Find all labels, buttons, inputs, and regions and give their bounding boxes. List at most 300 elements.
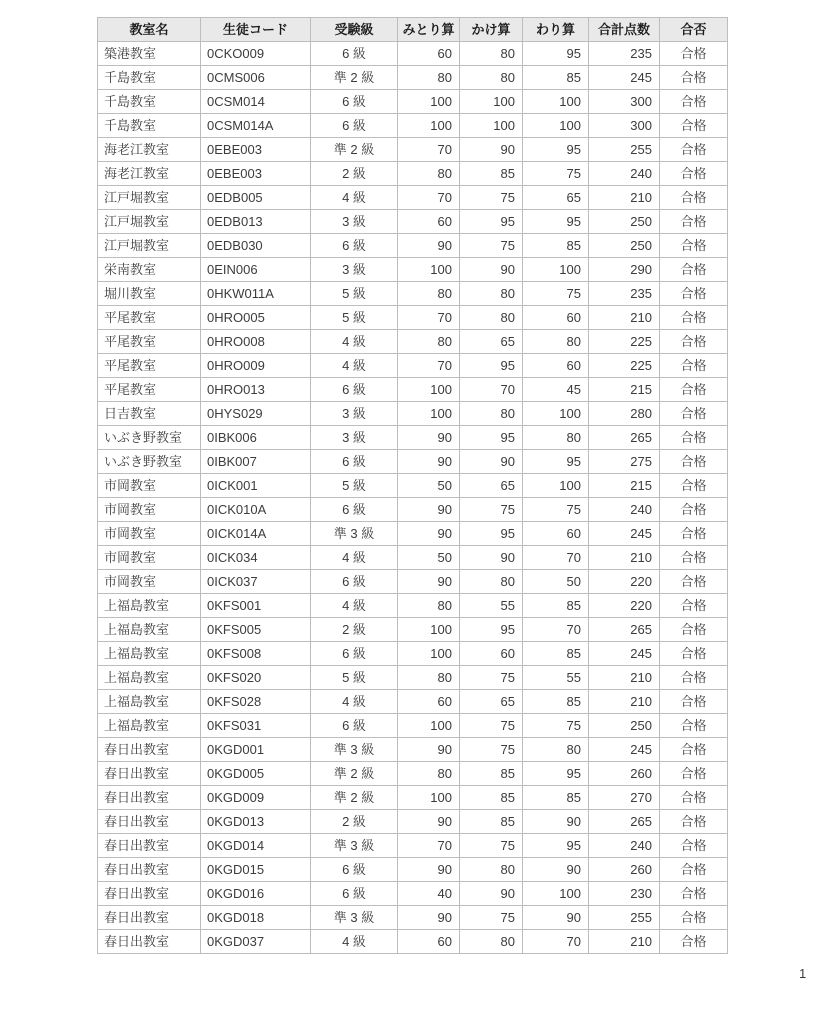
table-cell: 100 <box>398 114 460 138</box>
table-cell: 85 <box>460 762 523 786</box>
table-cell: 220 <box>589 570 660 594</box>
table-cell: 90 <box>398 426 460 450</box>
table-cell: 100 <box>460 90 523 114</box>
table-cell: 合格 <box>660 498 728 522</box>
table-cell: 220 <box>589 594 660 618</box>
table-cell: 80 <box>398 162 460 186</box>
table-cell: 100 <box>523 90 589 114</box>
table-cell: 合格 <box>660 738 728 762</box>
table-row <box>98 186 728 210</box>
column-header-warizan: わり算 <box>523 18 589 42</box>
table-cell: 75 <box>523 714 589 738</box>
table-cell: 70 <box>398 834 460 858</box>
table-cell: 210 <box>589 306 660 330</box>
table-cell: 75 <box>460 234 523 258</box>
table-cell: 100 <box>398 618 460 642</box>
table-cell: 85 <box>460 810 523 834</box>
table-row <box>98 594 728 618</box>
table-row <box>98 378 728 402</box>
table-cell: 95 <box>523 450 589 474</box>
table-cell: 合格 <box>660 786 728 810</box>
table-cell: 210 <box>589 930 660 954</box>
table-cell: 春日出教室 <box>98 858 201 882</box>
table-cell: 85 <box>523 66 589 90</box>
table-cell: 0KGD013 <box>201 810 311 834</box>
table-cell: 250 <box>589 210 660 234</box>
table-cell: 80 <box>460 570 523 594</box>
table-cell: 60 <box>523 354 589 378</box>
table-cell: 95 <box>523 762 589 786</box>
table-cell: 100 <box>398 642 460 666</box>
table-cell: 千島教室 <box>98 90 201 114</box>
table-cell: 215 <box>589 474 660 498</box>
table-cell: 260 <box>589 858 660 882</box>
column-header-student-code: 生徒コード <box>201 18 311 42</box>
table-cell: 90 <box>523 810 589 834</box>
table-cell: 75 <box>523 162 589 186</box>
table-cell: 上福島教室 <box>98 618 201 642</box>
table-row <box>98 234 728 258</box>
table-cell: 0ICK014A <box>201 522 311 546</box>
table-cell: 265 <box>589 618 660 642</box>
table-cell: 300 <box>589 90 660 114</box>
table-cell: 合格 <box>660 642 728 666</box>
table-cell: 0EDB005 <box>201 186 311 210</box>
table-cell: 90 <box>398 738 460 762</box>
table-cell: 準 2 級 <box>311 762 398 786</box>
table-cell: 0KFS008 <box>201 642 311 666</box>
table-cell: 0EBE003 <box>201 138 311 162</box>
table-cell: 210 <box>589 690 660 714</box>
table-row <box>98 306 728 330</box>
table-cell: 90 <box>398 858 460 882</box>
table-cell: 0KGD037 <box>201 930 311 954</box>
table-cell: 海老江教室 <box>98 138 201 162</box>
table-cell: 0IBK006 <box>201 426 311 450</box>
table-cell: 250 <box>589 234 660 258</box>
table-cell: 春日出教室 <box>98 738 201 762</box>
table-cell: 245 <box>589 738 660 762</box>
table-cell: 合格 <box>660 282 728 306</box>
table-cell: 合格 <box>660 834 728 858</box>
table-cell: 千島教室 <box>98 66 201 90</box>
table-cell: 0KGD005 <box>201 762 311 786</box>
table-cell: 0KGD016 <box>201 882 311 906</box>
table-cell: 市岡教室 <box>98 522 201 546</box>
table-cell: 2 級 <box>311 162 398 186</box>
table-cell: 90 <box>523 858 589 882</box>
table-cell: 3 級 <box>311 210 398 234</box>
table-row <box>98 450 728 474</box>
table-cell: 60 <box>398 210 460 234</box>
table-cell: 日吉教室 <box>98 402 201 426</box>
table-cell: 75 <box>460 186 523 210</box>
table-cell: 合格 <box>660 234 728 258</box>
table-cell: 準 3 級 <box>311 906 398 930</box>
table-row <box>98 714 728 738</box>
table-cell: 6 級 <box>311 114 398 138</box>
table-cell: 80 <box>460 858 523 882</box>
table-cell: 80 <box>460 42 523 66</box>
table-cell: 245 <box>589 522 660 546</box>
table-cell: 合格 <box>660 618 728 642</box>
table-cell: 合格 <box>660 162 728 186</box>
table-row <box>98 738 728 762</box>
table-cell: 合格 <box>660 210 728 234</box>
table-cell: 2 級 <box>311 810 398 834</box>
table-row <box>98 930 728 954</box>
table-cell: 275 <box>589 450 660 474</box>
table-cell: 合格 <box>660 546 728 570</box>
exam-results-table <box>97 17 728 954</box>
table-cell: 95 <box>460 618 523 642</box>
table-cell: 235 <box>589 282 660 306</box>
table-cell: 240 <box>589 162 660 186</box>
table-cell: 合格 <box>660 66 728 90</box>
table-cell: 3 級 <box>311 258 398 282</box>
table-cell: 市岡教室 <box>98 570 201 594</box>
table-cell: 80 <box>460 306 523 330</box>
page-number: 1 <box>799 966 807 981</box>
table-cell: 95 <box>523 834 589 858</box>
table-cell: 65 <box>523 186 589 210</box>
table-cell: 0EBE003 <box>201 162 311 186</box>
table-cell: 千島教室 <box>98 114 201 138</box>
table-cell: 50 <box>398 474 460 498</box>
table-cell: 245 <box>589 66 660 90</box>
table-cell: 6 級 <box>311 42 398 66</box>
table-cell: 合格 <box>660 114 728 138</box>
table-cell: 準 3 級 <box>311 834 398 858</box>
table-cell: 60 <box>523 306 589 330</box>
table-cell: 80 <box>398 66 460 90</box>
table-cell: 255 <box>589 906 660 930</box>
table-cell: 95 <box>460 210 523 234</box>
table-cell: 265 <box>589 426 660 450</box>
table-row <box>98 138 728 162</box>
table-cell: 0CKO009 <box>201 42 311 66</box>
table-cell: 上福島教室 <box>98 714 201 738</box>
table-cell: 60 <box>523 522 589 546</box>
table-cell: 250 <box>589 714 660 738</box>
table-cell: 80 <box>398 330 460 354</box>
table-cell: 0KFS005 <box>201 618 311 642</box>
table-row <box>98 282 728 306</box>
table-cell: 80 <box>460 282 523 306</box>
table-header <box>98 18 728 42</box>
table-row <box>98 474 728 498</box>
table-cell: 100 <box>398 90 460 114</box>
table-cell: 合格 <box>660 762 728 786</box>
table-cell: 0ICK010A <box>201 498 311 522</box>
table-cell: 100 <box>523 402 589 426</box>
table-cell: 6 級 <box>311 234 398 258</box>
table-cell: 95 <box>460 522 523 546</box>
table-row <box>98 498 728 522</box>
table-cell: 75 <box>523 498 589 522</box>
table-cell: 280 <box>589 402 660 426</box>
table-cell: 6 級 <box>311 858 398 882</box>
table-row <box>98 906 728 930</box>
table-cell: 上福島教室 <box>98 642 201 666</box>
table-cell: 合格 <box>660 594 728 618</box>
table-cell: 4 級 <box>311 594 398 618</box>
table-cell: 230 <box>589 882 660 906</box>
table-cell: 245 <box>589 642 660 666</box>
table-cell: 6 級 <box>311 882 398 906</box>
table-cell: 95 <box>523 210 589 234</box>
table-cell: 90 <box>398 522 460 546</box>
table-cell: 合格 <box>660 426 728 450</box>
table-cell: 2 級 <box>311 618 398 642</box>
table-cell: 70 <box>460 378 523 402</box>
table-cell: 5 級 <box>311 666 398 690</box>
table-cell: 60 <box>398 690 460 714</box>
table-cell: 225 <box>589 330 660 354</box>
table-cell: 210 <box>589 186 660 210</box>
table-cell: 85 <box>523 642 589 666</box>
table-cell: 6 級 <box>311 450 398 474</box>
table-cell: 0CMS006 <box>201 66 311 90</box>
table-row <box>98 882 728 906</box>
table-cell: 65 <box>460 690 523 714</box>
table-cell: 0EDB013 <box>201 210 311 234</box>
column-header-pass-fail: 合否 <box>660 18 728 42</box>
table-cell: 75 <box>460 906 523 930</box>
table-cell: 100 <box>398 258 460 282</box>
table-cell: 55 <box>523 666 589 690</box>
table-cell: 4 級 <box>311 546 398 570</box>
table-cell: 上福島教室 <box>98 594 201 618</box>
table-cell: いぶき野教室 <box>98 450 201 474</box>
table-cell: 0KGD001 <box>201 738 311 762</box>
table-cell: 85 <box>460 786 523 810</box>
table-cell: 栄南教室 <box>98 258 201 282</box>
table-cell: 春日出教室 <box>98 810 201 834</box>
table-cell: 0KFS028 <box>201 690 311 714</box>
table-cell: 0ICK034 <box>201 546 311 570</box>
table-cell: 0KGD014 <box>201 834 311 858</box>
table-cell: 100 <box>398 378 460 402</box>
table-cell: 90 <box>460 546 523 570</box>
table-cell: 6 級 <box>311 498 398 522</box>
table-cell: 60 <box>460 642 523 666</box>
table-cell: 95 <box>460 426 523 450</box>
table-cell: 0HRO013 <box>201 378 311 402</box>
table-cell: 100 <box>523 114 589 138</box>
table-cell: 築港教室 <box>98 42 201 66</box>
table-cell: 0HYS029 <box>201 402 311 426</box>
table-cell: 海老江教室 <box>98 162 201 186</box>
table-cell: 100 <box>460 114 523 138</box>
table-cell: 90 <box>523 906 589 930</box>
table-cell: 0EDB030 <box>201 234 311 258</box>
table-cell: 0HKW011A <box>201 282 311 306</box>
table-row <box>98 810 728 834</box>
table-cell: 50 <box>398 546 460 570</box>
table-cell: 平尾教室 <box>98 306 201 330</box>
table-cell: 合格 <box>660 882 728 906</box>
table-cell: 3 級 <box>311 426 398 450</box>
table-cell: 0KGD009 <box>201 786 311 810</box>
table-cell: 0ICK001 <box>201 474 311 498</box>
table-cell: 70 <box>398 354 460 378</box>
table-cell: 4 級 <box>311 354 398 378</box>
table-cell: 90 <box>460 138 523 162</box>
table-cell: 255 <box>589 138 660 162</box>
table-cell: 0HRO005 <box>201 306 311 330</box>
table-cell: 0KFS001 <box>201 594 311 618</box>
table-cell: 4 級 <box>311 690 398 714</box>
table-cell: 90 <box>460 450 523 474</box>
table-cell: いぶき野教室 <box>98 426 201 450</box>
table-row <box>98 66 728 90</box>
table-cell: 100 <box>398 714 460 738</box>
table-cell: 5 級 <box>311 282 398 306</box>
table-cell: 合格 <box>660 402 728 426</box>
table-cell: 80 <box>460 66 523 90</box>
table-cell: 80 <box>460 402 523 426</box>
table-cell: 235 <box>589 42 660 66</box>
table-cell: 平尾教室 <box>98 378 201 402</box>
table-cell: 40 <box>398 882 460 906</box>
table-cell: 80 <box>398 762 460 786</box>
table-cell: 80 <box>398 282 460 306</box>
table-cell: 65 <box>460 330 523 354</box>
table-cell: 市岡教室 <box>98 546 201 570</box>
table-row <box>98 42 728 66</box>
table-cell: 50 <box>523 570 589 594</box>
table-row <box>98 210 728 234</box>
table-cell: 堀川教室 <box>98 282 201 306</box>
table-cell: 85 <box>523 786 589 810</box>
table-cell: 0ICK037 <box>201 570 311 594</box>
table-cell: 100 <box>523 882 589 906</box>
table-cell: 80 <box>460 930 523 954</box>
table-cell: 80 <box>398 666 460 690</box>
table-cell: 45 <box>523 378 589 402</box>
table-cell: 6 級 <box>311 570 398 594</box>
table-cell: 85 <box>523 234 589 258</box>
table-row <box>98 354 728 378</box>
table-cell: 合格 <box>660 930 728 954</box>
table-cell: 合格 <box>660 90 728 114</box>
table-row <box>98 162 728 186</box>
table-cell: 70 <box>523 546 589 570</box>
table-cell: 95 <box>523 42 589 66</box>
table-cell: 4 級 <box>311 186 398 210</box>
table-cell: 合格 <box>660 522 728 546</box>
table-row <box>98 570 728 594</box>
table-cell: 240 <box>589 834 660 858</box>
table-row <box>98 666 728 690</box>
column-header-kakezan: かけ算 <box>460 18 523 42</box>
table-row <box>98 786 728 810</box>
table-cell: 江戸堀教室 <box>98 186 201 210</box>
table-cell: 春日出教室 <box>98 762 201 786</box>
table-cell: 265 <box>589 810 660 834</box>
table-cell: 90 <box>460 882 523 906</box>
table-cell: 70 <box>398 186 460 210</box>
column-header-total-score: 合計点数 <box>589 18 660 42</box>
table-cell: 合格 <box>660 666 728 690</box>
table-cell: 90 <box>398 234 460 258</box>
table-cell: 100 <box>523 258 589 282</box>
table-cell: 6 級 <box>311 642 398 666</box>
table-cell: 210 <box>589 546 660 570</box>
table-cell: 準 2 級 <box>311 786 398 810</box>
table-cell: 合格 <box>660 474 728 498</box>
table-cell: 合格 <box>660 186 728 210</box>
table-cell: 準 3 級 <box>311 738 398 762</box>
table-cell: 6 級 <box>311 90 398 114</box>
table-cell: 合格 <box>660 378 728 402</box>
table-row <box>98 546 728 570</box>
table-cell: 100 <box>398 402 460 426</box>
table-cell: 江戸堀教室 <box>98 234 201 258</box>
table-cell: 準 2 級 <box>311 138 398 162</box>
table-cell: 合格 <box>660 906 728 930</box>
table-cell: 100 <box>398 786 460 810</box>
table-cell: 270 <box>589 786 660 810</box>
table-cell: 290 <box>589 258 660 282</box>
table-cell: 0KFS031 <box>201 714 311 738</box>
table-cell: 70 <box>398 306 460 330</box>
table-cell: 75 <box>460 834 523 858</box>
table-row <box>98 690 728 714</box>
table-cell: 85 <box>523 594 589 618</box>
table-cell: 0HRO008 <box>201 330 311 354</box>
table-cell: 70 <box>523 618 589 642</box>
column-header-mitorizan: みとり算 <box>398 18 460 42</box>
table-cell: 210 <box>589 666 660 690</box>
table-cell: 80 <box>523 426 589 450</box>
table-row <box>98 114 728 138</box>
table-cell: 平尾教室 <box>98 354 201 378</box>
table-cell: 80 <box>523 738 589 762</box>
table-row <box>98 762 728 786</box>
table-cell: 合格 <box>660 258 728 282</box>
table-row <box>98 858 728 882</box>
table-cell: 95 <box>460 354 523 378</box>
table-cell: 6 級 <box>311 714 398 738</box>
table-cell: 準 3 級 <box>311 522 398 546</box>
table-cell: 平尾教室 <box>98 330 201 354</box>
table-cell: 市岡教室 <box>98 474 201 498</box>
table-row <box>98 834 728 858</box>
table-cell: 55 <box>460 594 523 618</box>
table-cell: 80 <box>523 330 589 354</box>
column-header-classroom-name: 教室名 <box>98 18 201 42</box>
table-cell: 225 <box>589 354 660 378</box>
table-cell: 95 <box>523 138 589 162</box>
table-cell: 60 <box>398 930 460 954</box>
table-cell: 合格 <box>660 330 728 354</box>
table-cell: 85 <box>460 162 523 186</box>
table-row <box>98 330 728 354</box>
table-cell: 300 <box>589 114 660 138</box>
table-cell: 合格 <box>660 354 728 378</box>
table-cell: 0CSM014 <box>201 90 311 114</box>
table-body <box>98 42 728 954</box>
table-cell: 5 級 <box>311 306 398 330</box>
table-cell: 合格 <box>660 42 728 66</box>
table-cell: 90 <box>398 498 460 522</box>
table-cell: 5 級 <box>311 474 398 498</box>
table-cell: 春日出教室 <box>98 930 201 954</box>
table-cell: 上福島教室 <box>98 690 201 714</box>
table-cell: 80 <box>398 594 460 618</box>
